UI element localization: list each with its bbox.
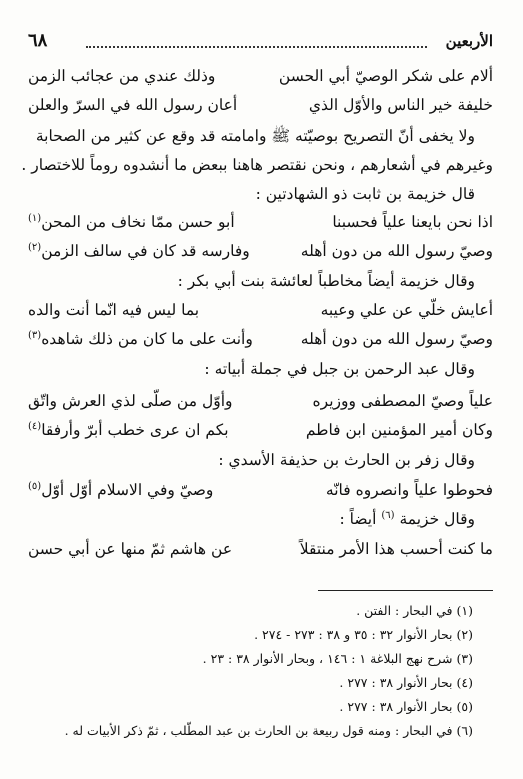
verse-left-hemistich: وذلك عندي من عجائب الزمن [28, 67, 216, 85]
poem-intro: وقال عبد الرحمن بن جبل في جملة أبياته : [204, 360, 475, 378]
verse-left-hemistich: وأوّل من صلّى لذي العرش واتّق [28, 392, 233, 410]
page-header [28, 30, 493, 54]
verse-line [28, 242, 493, 268]
footnote: (٤) بحار الأنوار ٣٨ : ٢٧٧ . [339, 675, 473, 690]
footnote-ref: (٢) [28, 241, 42, 253]
poem-intro: وقال خزيمة $^{(٦)}$ أيضاً : [339, 509, 475, 528]
verse-right-hemistich: علياً وصيّ المصطفى ووزيره [312, 392, 493, 410]
footnote: (٦) في البحار : ومنه قول ربيعة بن الحارث بن عبد المطّلب ، ثمّ ذكر الأبيات له . [64, 723, 473, 738]
footnote: (٥) بحار الأنوار ٣٨ : ٢٧٧ . [339, 699, 473, 714]
verse-line [28, 421, 493, 447]
verse-right-hemistich: وصيّ رسول الله من دون أهله [300, 242, 493, 260]
verse-left-hemistich: أعان رسول الله في السرّ والعلن [28, 96, 238, 114]
footnote: (٢) بحار الأنوار ٣٢ : ٣٥ و ٣٨ : ٢٧٣ - ٢٧٤ . [254, 627, 473, 642]
verse-line [28, 301, 493, 327]
prose-line: ولا يخفى أنّ التصريح بوصيّته ﷺ وامامته قد وقع عن كثير من الصحابة [35, 127, 475, 145]
verse-right-hemistich: ما كنت أحسب هذا الأمر منتقلاً [299, 540, 493, 558]
verse-right-hemistich: أعايش خلّي عن علي وعيبه [320, 301, 493, 319]
verse-left-hemistich: وصيّ وفي الاسلام أوّل أوّل$^{(٥)}$ [28, 480, 214, 499]
verse-left-hemistich: بما ليس فيه انّما أنت والده [28, 301, 200, 319]
verse-right-hemistich: خليفة خير الناس والأوّل الذي [308, 96, 493, 114]
verse-left-hemistich: عن هاشم ثمّ منها عن أبي حسن [28, 540, 233, 558]
verse-line [28, 481, 493, 507]
verse-left-hemistich: بكم ان عرى خطب أبرّ وأرفقا$^{(٤)}$ [28, 420, 229, 439]
poem-intro: وقال خزيمة أيضاً مخاطباً لعائشة بنت أبي بكر : [177, 272, 475, 290]
footnote-ref: (٣) [28, 329, 42, 341]
verse-line [28, 392, 493, 418]
prose-line: وغيرهم في أشعارهم ، ونحن نقتصر هاهنا ببعض ما أنشدوه روماً للاختصار . [21, 156, 493, 174]
verse-right-hemistich: ألام على شكر الوصيّ أبي الحسن [278, 67, 493, 85]
footnote-ref: (٤) [28, 420, 42, 432]
verse-line [28, 213, 493, 239]
footnote-ref: (٥) [28, 480, 42, 492]
footnote-ref: (١) [28, 212, 42, 224]
footnote: (٣) شرح نهج البلاغة ١ : ١٤٦ ، وبحار الأنوار ٣٨ : ٢٣ . [202, 651, 473, 666]
verse-right-hemistich: اذا نحن بايعنا علياً فحسبنا [332, 213, 493, 231]
page-number: ٦٨ [28, 30, 48, 51]
verse-right-hemistich: فحوطوا علياً وانصروه فانّه [325, 481, 493, 499]
verse-right-hemistich: وكان أمير المؤمنين ابن فاطم [305, 421, 493, 439]
verse-left-hemistich: وفارسه قد كان في سالف الزمن$^{(٢)}$ [28, 241, 250, 260]
header-dot-leader [86, 46, 427, 48]
verse-line [28, 540, 493, 566]
verse-right-hemistich: وصيّ رسول الله من دون أهله [300, 330, 493, 348]
poem-intro: قال خزيمة بن ثابت ذو الشهادتين : [255, 185, 475, 203]
verse-line [28, 330, 493, 356]
running-title: الأربعين [445, 32, 493, 50]
verse-left-hemistich: أبو حسن ممّا نخاف من المحن$^{(١)}$ [28, 212, 235, 231]
footnote-separator [318, 590, 493, 591]
poem-intro: وقال زفر بن الحارث بن حذيفة الأسدي : [218, 451, 475, 469]
verse-line [28, 96, 493, 122]
footnote-ref: (٦) [381, 509, 395, 521]
verse-line [28, 67, 493, 93]
verse-left-hemistich: وأنت على ما كان من ذلك شاهده$^{(٣)}$ [28, 329, 253, 348]
footnote: (١) في البحار : الفتن . [356, 603, 473, 618]
